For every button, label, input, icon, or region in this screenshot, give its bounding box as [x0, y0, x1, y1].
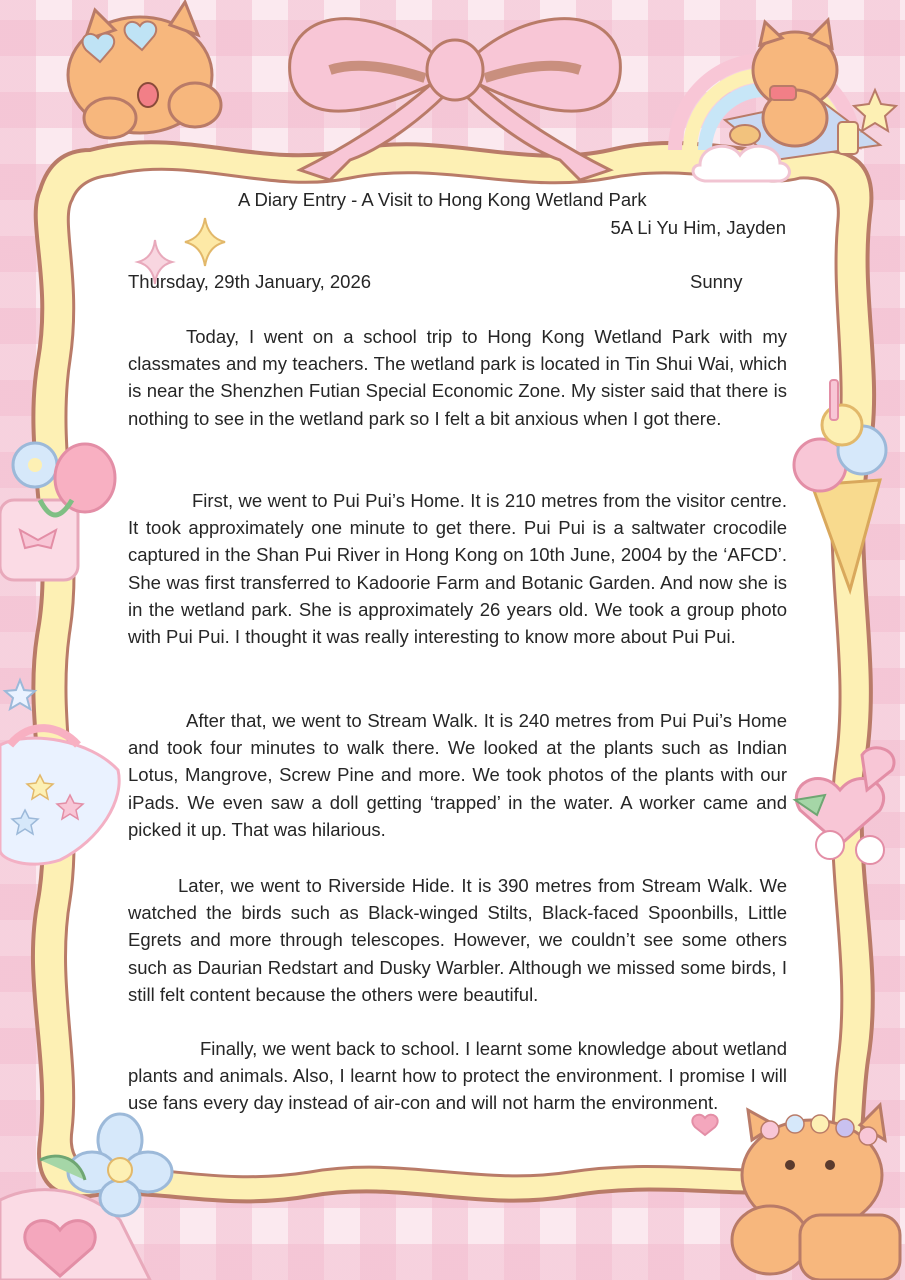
diary-title: A Diary Entry - A Visit to Hong Kong Wetland Park: [238, 189, 647, 210]
paragraph-3: After that, we went to Stream Walk. It is 240 metres from Pui Pui’s Home and took four minutes to walk there. We looked at the plants such as Indian Lotus, Mangrove, Screw Pine and more. We took photos of the plants with our iPads. We even saw a doll getting ‘trapped’ in the water. A worker came and picked it up. That was hilarious.: [128, 710, 787, 840]
paragraph-1: Today, I went on a school trip to Hong Kong Wetland Park with my classmates and my teachers. The wetland park is located in Tin Shui Wai, which is near the Shenzhen Futian Special Economic Zone. My sister said that there is nothing to see in the wetland park so I felt a bit anxious when I got there.: [128, 326, 787, 429]
paragraph-2: First, we went to Pui Pui’s Home. It is 210 metres from the visitor centre. It took approximately one minute to get there. Pui Pui is a saltwater crocodile captured in the Shan Pui River in Hong Kong on 10th June, 2004 by the ‘AFCD’. She was first transferred to Kadoorie Farm and Botanic Garden. And now she is in the wetland park. She is approximately 26 years old. We took a group photo with Pui Pui. I thought it was really interesting to know more about Pui Pui.: [128, 490, 787, 648]
cat-with-heart-glasses-icon: [68, 2, 221, 138]
paragraph-4: Later, we went to Riverside Hide. It is 390 metres from Stream Walk. We watched the birds such as Black-winged Stilts, Black-faced Spoonbills, Little Egrets and more through telescopes. However, we couldn’t see some others such as Daurian Redstart and Dusky Warbler. Although we missed some birds, I still felt content because the others were beautiful.: [128, 875, 787, 1005]
entry-date: Thursday, 29th January, 2026: [128, 271, 372, 292]
author-name: 5A Li Yu Him, Jayden: [610, 217, 786, 238]
weather: Sunny: [690, 271, 743, 292]
paragraph-5: Finally, we went back to school. I learnt some knowledge about wetland plants and animals. Also, I learnt how to protect the environment. I promise I will use fans every day instead of air-con and will not harm the environment.: [128, 1038, 787, 1114]
